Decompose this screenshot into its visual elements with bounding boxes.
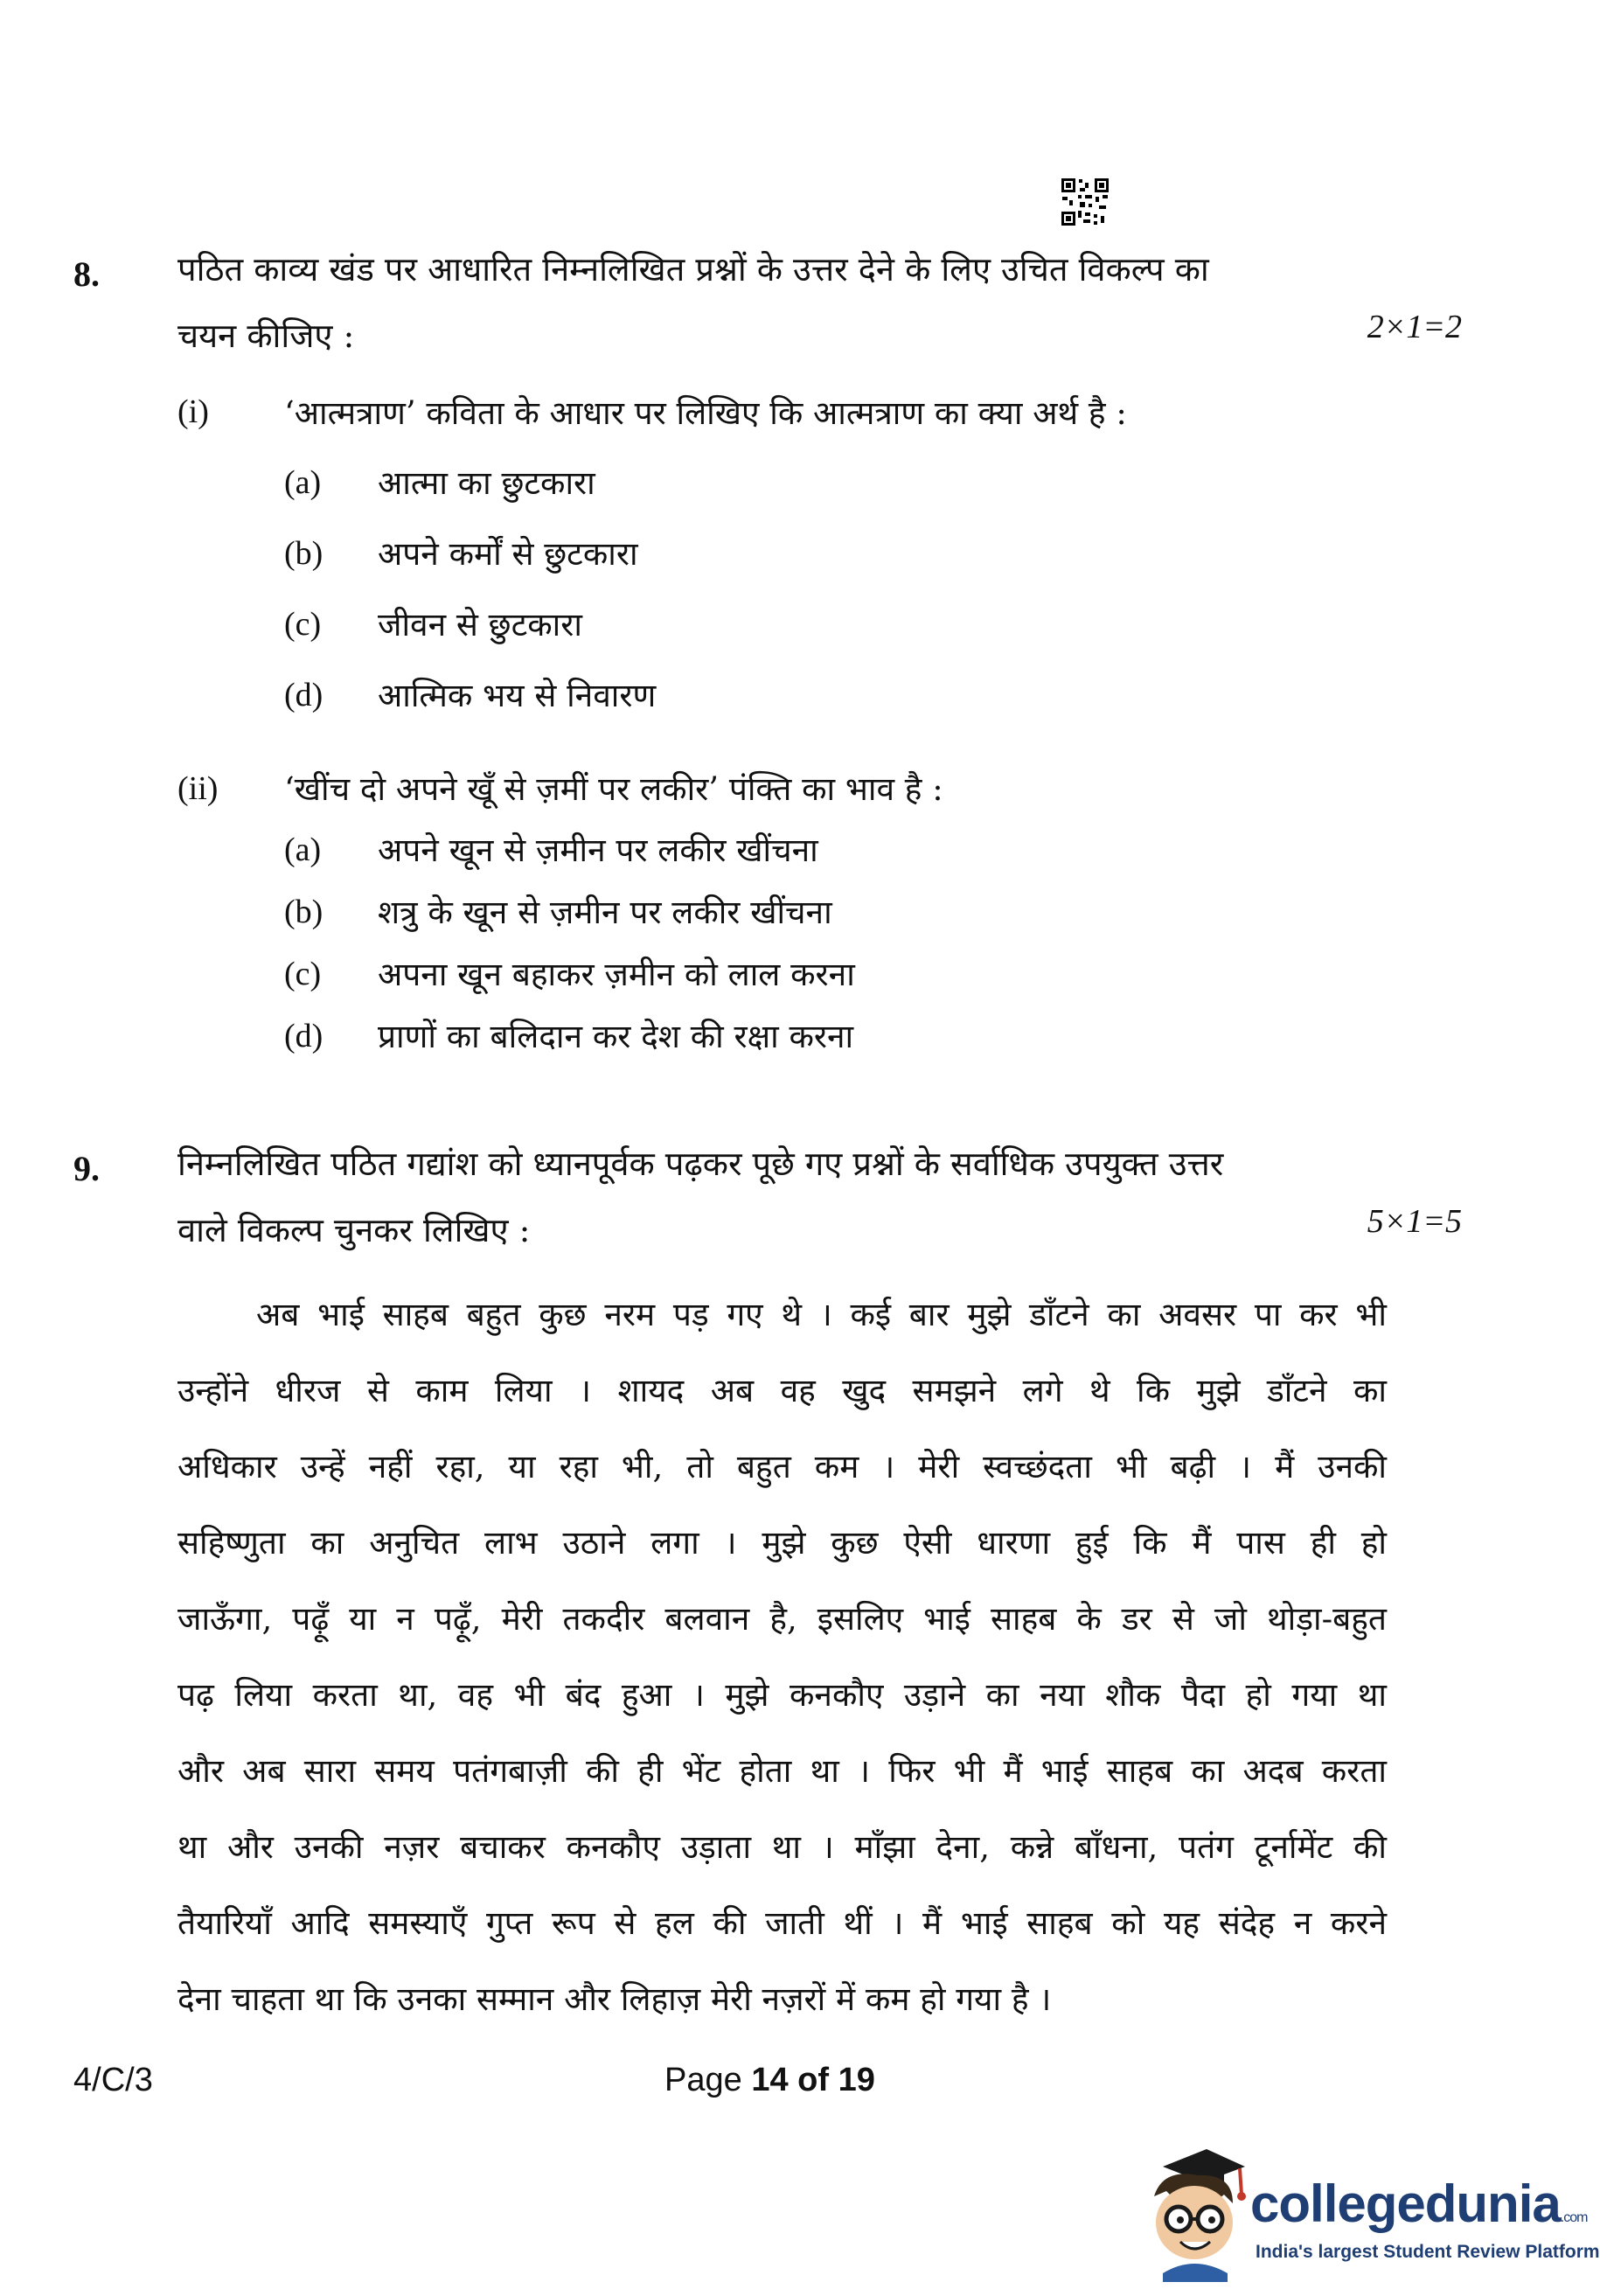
q8-ii-option-a-text: अपने खून से ज़मीन पर लकीर खींचना xyxy=(378,831,818,869)
q8-ii-option-b-label: (b) xyxy=(284,894,323,930)
q8-i-option-a-text: आत्मा का छुटकारा xyxy=(378,464,595,502)
q8-ii-option-b-text: शत्रु के खून से ज़मीन पर लकीर खींचना xyxy=(378,894,832,931)
q8-part-ii-label: (ii) xyxy=(177,770,219,807)
question-8-instruction-line2: चयन कीजिए : xyxy=(177,317,355,355)
q8-ii-option-c-label: (c) xyxy=(284,956,322,992)
q8-ii-option-d-label: (d) xyxy=(284,1018,323,1054)
page-prefix: Page xyxy=(664,2062,752,2098)
question-9-marks: 5×1=5 xyxy=(1367,1203,1462,1240)
question-8-instruction xyxy=(177,236,1463,369)
qr-code xyxy=(1061,177,1110,226)
passage-line-7: और अब सारा समय पतंगबाज़ी की ही भेंट होता था । फिर भी मैं भाई साहब का अदब करता xyxy=(177,1752,1387,1790)
logo-tagline: India's largest Student Review Platform xyxy=(1256,2242,1600,2262)
page-of: of xyxy=(788,2062,838,2098)
question-8-instruction-line1: पठित काव्य खंड पर आधारित निम्नलिखित प्रश्नों के उत्तर देने के लिए उचित विकल्प का xyxy=(177,250,1209,289)
q8-part-ii-question: ‘खींच दो अपने खूँ से ज़मीं पर लकीर’ पंक्ति का भाव है : xyxy=(284,770,943,808)
q8-i-option-d-text: आत्मिक भय से निवारण xyxy=(378,677,657,714)
logo-wordmark xyxy=(1250,2174,1587,2234)
page-current: 14 xyxy=(751,2062,789,2098)
passage-line-5: जाऊँगा, पढ़ूँ या न पढ़ूँ, मेरी तकदीर बलवान है, इसलिए भाई साहब के डर से जो थोड़ा-बहुत xyxy=(177,1600,1387,1638)
mascot-icon xyxy=(1137,2142,1250,2282)
passage-line-1: अब भाई साहब बहुत कुछ नरम पड़ गए थे । कई बार मुझे डाँटने का अवसर पा कर भी xyxy=(256,1296,1387,1333)
q8-i-option-b-label: (b) xyxy=(284,535,323,572)
passage-line-4: सहिष्णुता का अनुचित लाभ उठाने लगा । मुझे कुछ ऐसी धारणा हुई कि मैं पास ही हो xyxy=(177,1524,1387,1562)
passage-line-3: अधिकार उन्हें नहीं रहा, या रहा भी, तो बहुत कम । मेरी स्वच्छंदता भी बढ़ी । मैं उनकी xyxy=(177,1448,1387,1485)
q8-i-option-b-text: अपने कर्मों से छुटकारा xyxy=(378,535,638,573)
passage xyxy=(177,1277,1387,2037)
passage-line-8: था और उनकी नज़र बचाकर कनकौए उड़ाता था । माँझा देना, कन्ने बाँधना, पतंग टूर्नामेंट की xyxy=(177,1828,1387,1866)
q8-i-option-c-label: (c) xyxy=(284,606,322,643)
paper-code: 4/C/3 xyxy=(73,2062,153,2098)
page-total: 19 xyxy=(838,2062,875,2098)
q8-i-option-c-text: जीवन से छुटकारा xyxy=(378,606,582,644)
q8-i-option-a-label: (a) xyxy=(284,464,322,501)
q8-part-i-question: ‘आत्मत्राण’ कविता के आधार पर लिखिए कि आत्मत्राण का क्या अर्थ है : xyxy=(284,394,1127,432)
logo-suffix: .com xyxy=(1560,2210,1588,2225)
q8-ii-option-a-label: (a) xyxy=(284,831,322,868)
logo-name: collegedunia xyxy=(1250,2174,1561,2233)
question-8-marks: 2×1=2 xyxy=(1367,309,1462,345)
q8-ii-option-d-text: प्राणों का बलिदान कर देश की रक्षा करना xyxy=(378,1018,854,1055)
question-9-instruction-line1: निम्नलिखित पठित गद्यांश को ध्यानपूर्वक पढ़कर पूछे गए प्रश्नों के सर्वाधिक उपयुक्त उत्तर xyxy=(177,1145,1224,1183)
passage-line-10: देना चाहता था कि उनका सम्मान और लिहाज़ मेरी नज़रों में कम हो गया है । xyxy=(177,1980,1052,2018)
question-9-instruction-line2: वाले विकल्प चुनकर लिखिए : xyxy=(177,1211,531,1249)
question-9-instruction xyxy=(177,1131,1463,1263)
question-8-number: 8. xyxy=(73,254,100,294)
q8-ii-option-c-text: अपना खून बहाकर ज़मीन को लाल करना xyxy=(378,956,855,993)
passage-line-9: तैयारियाँ आदि समस्याएँ गुप्त रूप से हल की जाती थीं । मैं भाई साहब को यह संदेह न करने xyxy=(177,1904,1387,1942)
page-number xyxy=(664,2062,875,2099)
q8-part-i-label: (i) xyxy=(177,393,209,430)
question-9-number: 9. xyxy=(73,1149,100,1188)
passage-line-6: पढ़ लिया करता था, वह भी बंद हुआ । मुझे कनकौए उड़ाने का नया शौक पैदा हो गया था xyxy=(177,1676,1387,1714)
collegedunia-logo xyxy=(1137,2142,1600,2282)
passage-line-2: उन्होंने धीरज से काम लिया । शायद अब वह खुद समझने लगे थे कि मुझे डाँटने का xyxy=(177,1372,1387,1409)
q8-i-option-d-label: (d) xyxy=(284,677,323,713)
